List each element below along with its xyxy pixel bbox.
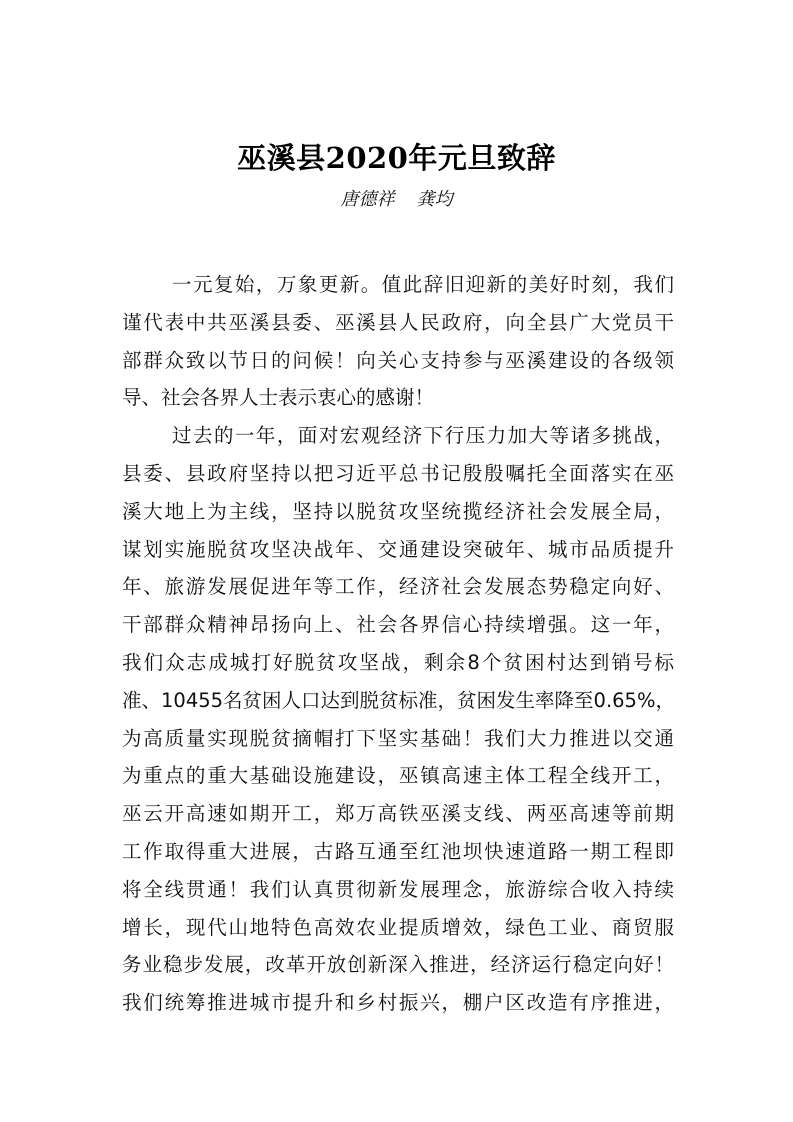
text-line: 干部群众精神昂扬向上、社会各界信心持续增强。这一年， <box>122 613 674 637</box>
text-line: 溪大地上为主线，坚持以脱贫攻坚统揽经济社会发展全局， <box>122 499 674 523</box>
text-line: 过去的一年，面对宏观经济下行压力加大等诸多挑战， <box>172 424 674 448</box>
text-line: 谋划实施脱贫攻坚决战年、交通建设突破年、城市品质提升 <box>122 537 674 561</box>
document-title: 巫溪县2020年元旦致辞 <box>237 141 556 175</box>
author-line <box>0 186 793 214</box>
text-line: 谨代表中共巫溪县委、巫溪县人民政府，向全县广大党员干 <box>122 310 674 334</box>
text-line: 我们众志成城打好脱贫攻坚战，剩余8个贫困村达到销号标 <box>122 650 674 674</box>
author-name: 龚均 <box>416 189 453 210</box>
text-line: 准、10455名贫困人口达到脱贫标准，贫困发生率降至0.65%， <box>122 688 675 712</box>
text-line: 将全线贯通！我们认真贯彻新发展理念，旅游综合收入持续 <box>122 877 674 901</box>
document-body <box>122 266 674 1022</box>
text-line: 为高质量实现脱贫摘帽打下坚实基础！我们大力推进以交通 <box>122 726 674 750</box>
text-line: 务业稳步发展，改革开放创新深入推进，经济运行稳定向好！ <box>122 953 674 977</box>
text-line: 一元复始，万象更新。值此辞旧迎新的美好时刻，我们 <box>172 273 674 296</box>
text-line: 为重点的重大基础设施建设，巫镇高速主体工程全线开工， <box>122 764 674 788</box>
text-line: 县委、县政府坚持以把习近平总书记殷殷嘱托全面落实在巫 <box>122 461 674 485</box>
text-line: 部群众致以节日的问候！向关心支持参与巫溪建设的各级领 <box>122 348 674 372</box>
text-line: 巫云开高速如期开工，郑万高铁巫溪支线、两巫高速等前期 <box>122 802 674 826</box>
text-line: 导、社会各界人士表示衷心的感谢！ <box>122 386 435 410</box>
paragraph-review <box>122 417 674 1022</box>
text-line: 工作取得重大进展，古路互通至红池坝快速道路一期工程即 <box>122 839 674 863</box>
text-line: 年、旅游发展促进年等工作，经济社会发展态势稳定向好、 <box>122 575 674 599</box>
paragraph-greeting <box>122 266 674 417</box>
text-line: 增长，现代山地特色高效农业提质增效，绿色工业、商贸服 <box>122 915 674 939</box>
author-name: 唐德祥 <box>340 189 395 210</box>
text-line: 我们统筹推进城市提升和乡村振兴，棚户区改造有序推进， <box>122 991 674 1015</box>
